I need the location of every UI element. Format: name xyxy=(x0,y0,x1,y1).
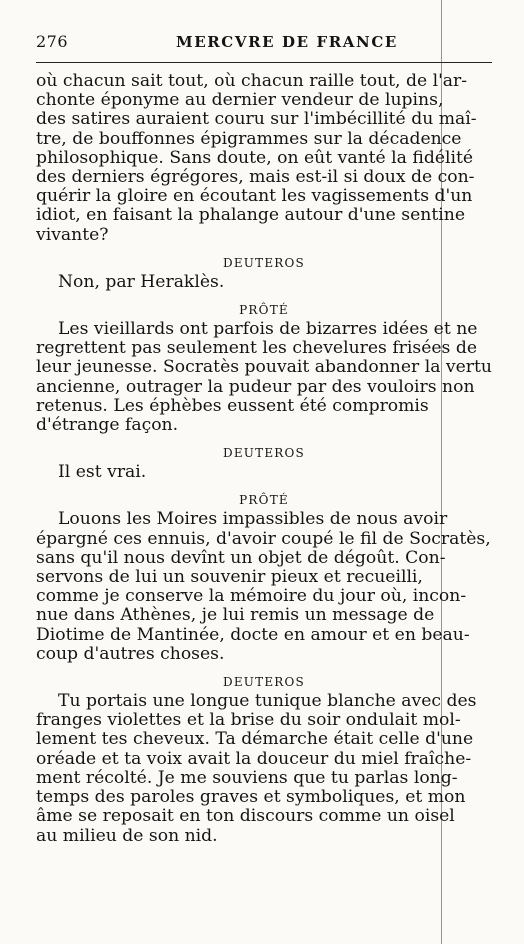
text-line: ment récolté. Je me souviens que tu parlas long- xyxy=(36,768,458,788)
text-line: temps des paroles graves et symboliques, et mon xyxy=(36,788,466,808)
text-line: Il est vrai. xyxy=(58,463,147,483)
text-line: franges violettes et la brise du soir ondulait mol- xyxy=(36,711,461,731)
dialogue-turn xyxy=(36,490,492,664)
page-number: 276 xyxy=(36,32,69,51)
text-line: au milieu de son nid. xyxy=(36,826,218,846)
dialogue-turn xyxy=(36,253,492,292)
text-line: où chacun sait tout, où chacun raille tout, de l'ar- xyxy=(36,72,468,91)
speaker-name: DEUTEROS xyxy=(223,255,305,270)
text-line: servons de lui un souvenir pieux et recueilli, xyxy=(36,568,423,588)
text-line: philosophique. Sans doute, on eût vanté la fidélité xyxy=(36,148,474,168)
text-line: coup d'autres choses. xyxy=(36,644,225,664)
text-line: des satires auraient couru sur l'imbécillité du maî- xyxy=(36,110,477,130)
text-line: regrettent pas seulement les chevelures frisées de xyxy=(36,339,478,359)
text-line: âme se reposait en ton discours comme un oisel xyxy=(36,807,455,827)
text-line: épargné ces ennuis, d'avoir coupé le fil de Socratès, xyxy=(36,529,491,549)
text-line: Les vieillards ont parfois de bizarres idées et ne xyxy=(58,320,478,340)
text-line: Tu portais une longue tunique blanche avec des xyxy=(58,692,477,712)
dialogue-turn xyxy=(36,672,492,846)
text-line: nue dans Athènes, je lui remis un message de xyxy=(36,606,435,626)
header-rule xyxy=(36,62,492,63)
dialogue-turn xyxy=(36,300,492,435)
text-line: sans qu'il nous devînt un objet de dégoût. Con- xyxy=(36,548,446,568)
speaker-name: PRÔTÉ xyxy=(239,303,289,318)
text-line: des derniers égrégores, mais est-il si doux de con- xyxy=(36,168,475,188)
page-body xyxy=(36,72,492,846)
page-header xyxy=(36,32,492,56)
text-line: Non, par Heraklès. xyxy=(58,272,225,292)
text-line: Louons les Moires impassibles de nous avoir xyxy=(58,510,448,530)
text-line: idiot, en faisant la phalange autour d'une sentine xyxy=(36,206,465,226)
speaker-name: PRÔTÉ xyxy=(239,493,289,508)
text-line: oréade et ta voix avait la douceur du miel fraîche- xyxy=(36,749,472,769)
text-line: ancienne, outrager la pudeur par des vouloirs non xyxy=(36,377,475,397)
speaker-name: DEUTEROS xyxy=(223,675,305,690)
running-title: MERCVRE DE FRANCE xyxy=(176,33,398,51)
text-line: leur jeunesse. Socratès pouvait abandonner la vertu xyxy=(36,358,492,378)
text-line: comme je conserve la mémoire du jour où, incon- xyxy=(36,587,467,607)
text-line: d'étrange façon. xyxy=(36,416,179,436)
text-line: lement tes cheveux. Ta démarche était celle d'une xyxy=(36,730,474,750)
text-line: quérir la gloire en écoutant les vagissements d'un xyxy=(36,187,473,207)
speaker-name: DEUTEROS xyxy=(223,446,305,461)
text-line: vivante? xyxy=(36,225,109,245)
dialogue-turn xyxy=(36,443,492,482)
opening-paragraph xyxy=(36,72,492,245)
text-line: Diotime de Mantinée, docte en amour et en beau- xyxy=(36,625,470,645)
text-line: chonte éponyme au dernier vendeur de lupins, xyxy=(36,91,444,111)
text-line: retenus. Les éphèbes eussent été compromis xyxy=(36,396,429,416)
text-line: tre, de bouffonnes épigrammes sur la décadence xyxy=(36,129,462,149)
